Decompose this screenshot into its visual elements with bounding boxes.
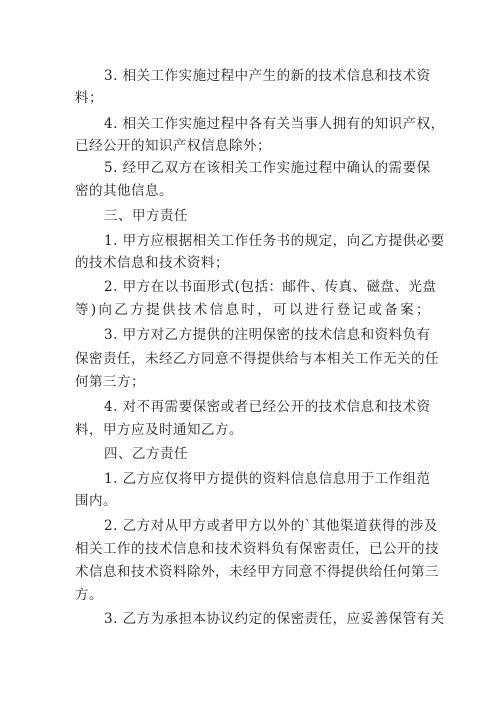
text-line: 3. 甲方对乙方提供的注明保密的技术信息和资料负有 — [104, 327, 431, 343]
text-line: 方。 — [75, 587, 103, 603]
text-line: 术信息和技术资料除外，未经甲方同意不得提供给任何第三 — [75, 564, 439, 580]
text-line: 2. 甲方在以书面形式(包括：邮件、传真、磁盘、光盘 — [104, 279, 437, 295]
text-line: 2. 乙方对从甲方或者甲方以外的`其他渠道获得的涉及 — [104, 518, 438, 534]
text-line: 1. 甲方应根据相关工作任务书的规定，向乙方提供必要 — [104, 233, 445, 249]
text-line: 已经公开的知识产权信息除外； — [75, 138, 271, 154]
text-line: 料，甲方应及时通知乙方。 — [75, 422, 243, 438]
text-line: 4. 相关工作实施过程中各有关当事人拥有的知识产权， — [104, 116, 445, 132]
text-line: 相关工作的技术信息和技术资料负有保密责任，已公开的技 — [75, 541, 439, 557]
text-line: 的技术信息和技术资料； — [75, 255, 229, 271]
text-line: 1. 乙方应仅将甲方提供的资料信息信息用于工作组范 — [104, 471, 431, 487]
text-line: 保密责任，未经乙方同意不得提供给与本相关工作无关的任 — [75, 351, 439, 367]
text-line: 密的其他信息。 — [75, 183, 173, 199]
text-line: 等)向乙方提供技术信息时，可以进行登记或备案； — [75, 302, 430, 318]
text-line: 3. 乙方为承担本协议约定的保密责任，应妥善保管有关 — [104, 611, 445, 627]
section-heading: 四、乙方责任 — [104, 446, 188, 462]
text-line: 何第三方； — [75, 374, 145, 390]
text-line: 料； — [75, 90, 103, 106]
text-line: 围内。 — [75, 493, 117, 509]
text-line: 4. 对不再需要保密或者已经公开的技术信息和技术资 — [104, 399, 431, 415]
section-heading: 三、甲方责任 — [104, 208, 188, 224]
text-line: 3. 相关工作实施过程中产生的新的技术信息和技术资 — [104, 68, 431, 84]
text-line: 5. 经甲乙双方在该相关工作实施过程中确认的需要保 — [104, 160, 431, 176]
